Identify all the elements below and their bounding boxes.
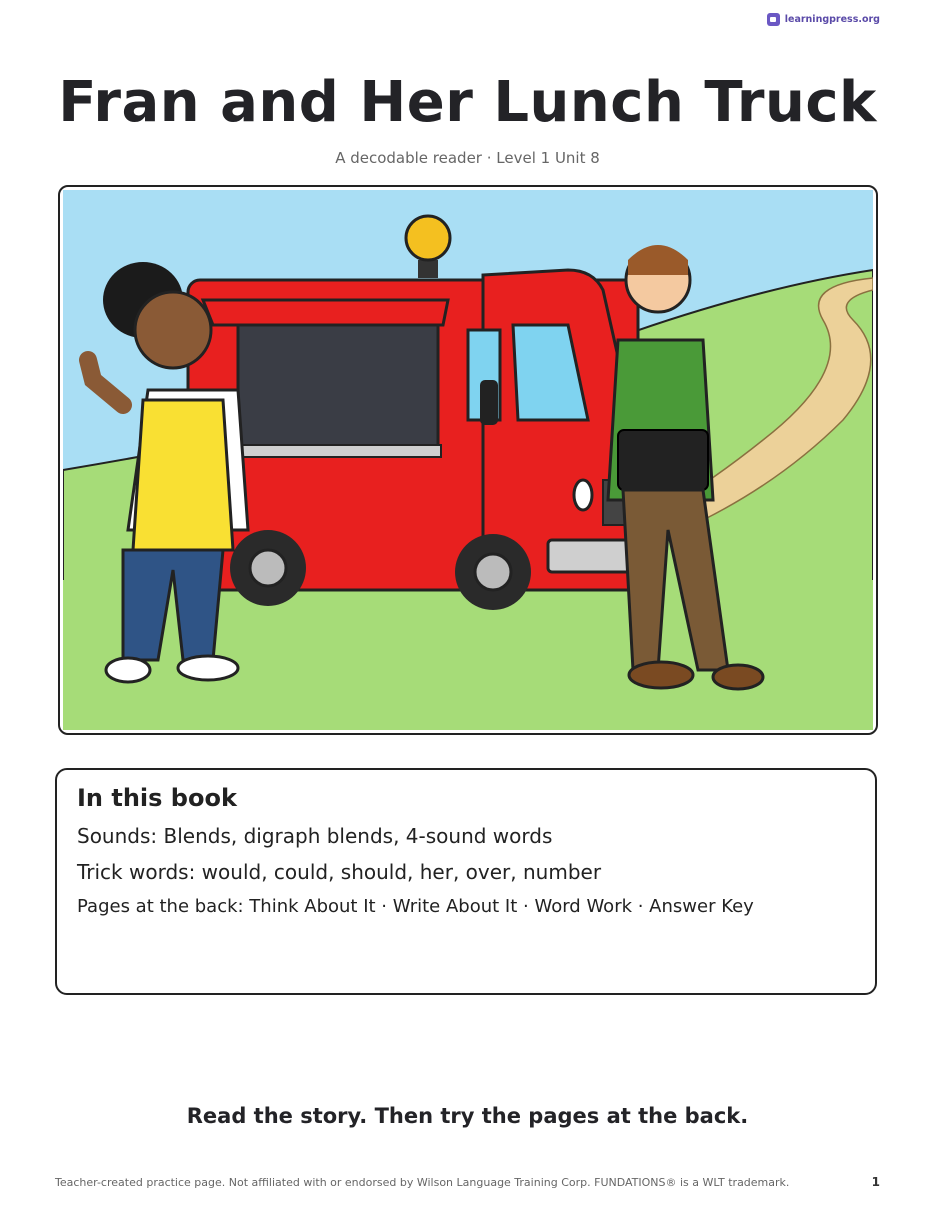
page-subtitle: A decodable reader · Level 1 Unit 8	[335, 149, 600, 167]
brand-link[interactable]	[767, 13, 880, 26]
sounds-line: Sounds: Blends, digraph blends, 4-sound words	[77, 824, 553, 848]
page-title: Fran and Her Lunch Truck	[58, 70, 877, 135]
info-heading: In this book	[77, 784, 237, 812]
brand-label: learningpress.org	[784, 14, 880, 25]
book-icon	[767, 13, 780, 26]
page-number: 1	[871, 1175, 880, 1189]
back-pages-line: Pages at the back: Think About It · Write About It · Word Work · Answer Key	[77, 896, 754, 917]
trick-words-line: Trick words: would, could, should, her, over, number	[77, 860, 602, 884]
book-info-box	[55, 768, 877, 995]
footer-disclaimer: Teacher-created practice page. Not affiliated with or endorsed by Wilson Language Training Corp. FUNDATIONS® is a WLT trademark.	[55, 1176, 790, 1189]
instruction-text: Read the story. Then try the pages at the back.	[186, 1104, 749, 1128]
cover-illustration	[58, 185, 878, 735]
